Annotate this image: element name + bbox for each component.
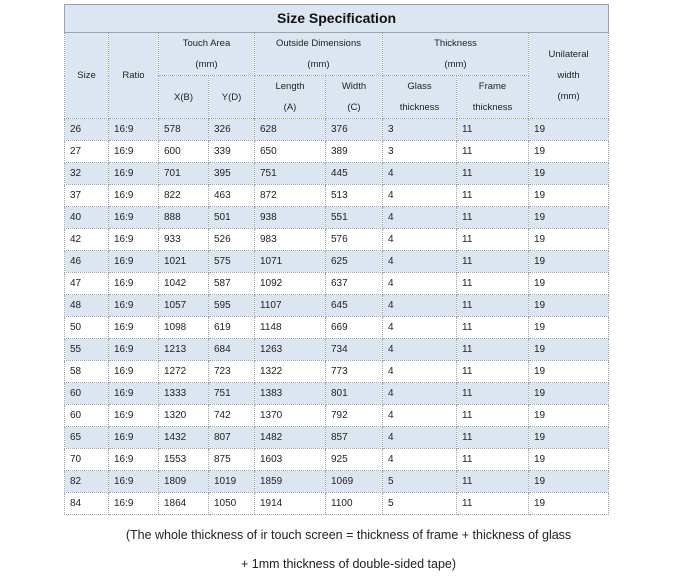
- cell-unilateral-width: 19: [529, 405, 609, 427]
- cell-frame-thickness: 11: [457, 185, 529, 207]
- cell-touch-x: 888: [159, 207, 209, 229]
- cell-glass-thickness: 4: [383, 449, 457, 471]
- footnote-line-1: (The whole thickness of ir touch screen = thickness of frame + thickness of glass: [125, 528, 572, 542]
- cell-size: 42: [65, 229, 109, 251]
- cell-unilateral-width: 19: [529, 141, 609, 163]
- table-row: [65, 471, 609, 493]
- cell-touch-x: 1213: [159, 339, 209, 361]
- cell-touch-y: 723: [209, 361, 255, 383]
- cell-touch-y: 742: [209, 405, 255, 427]
- cell-touch-y: 684: [209, 339, 255, 361]
- cell-ratio: 16:9: [109, 317, 159, 339]
- cell-size: 32: [65, 163, 109, 185]
- cell-ratio: 16:9: [109, 141, 159, 163]
- header-length-label: Length: [275, 81, 305, 92]
- header-thickness-unit: (mm): [444, 59, 467, 70]
- header-width-label: Width: [341, 81, 367, 92]
- cell-ratio: 16:9: [109, 207, 159, 229]
- cell-touch-y: 595: [209, 295, 255, 317]
- cell-length: 1107: [255, 295, 326, 317]
- cell-touch-x: 1320: [159, 405, 209, 427]
- cell-touch-x: 933: [159, 229, 209, 251]
- cell-frame-thickness: 11: [457, 163, 529, 185]
- cell-length: 1603: [255, 449, 326, 471]
- cell-frame-thickness: 11: [457, 449, 529, 471]
- cell-width: 445: [326, 163, 383, 185]
- table-row: [65, 163, 609, 185]
- cell-glass-thickness: 4: [383, 317, 457, 339]
- cell-unilateral-width: 19: [529, 295, 609, 317]
- table-row: [65, 119, 609, 141]
- cell-ratio: 16:9: [109, 339, 159, 361]
- cell-touch-y: 501: [209, 207, 255, 229]
- header-outside-dimensions-label: Outside Dimensions: [275, 38, 361, 49]
- cell-unilateral-width: 19: [529, 185, 609, 207]
- cell-touch-y: 1050: [209, 493, 255, 515]
- header-thickness-label: Thickness: [434, 38, 477, 49]
- cell-touch-y: 587: [209, 273, 255, 295]
- cell-width: 576: [326, 229, 383, 251]
- table-row: [65, 361, 609, 383]
- cell-ratio: 16:9: [109, 383, 159, 405]
- size-specification-table-wrapper: [64, 4, 608, 515]
- cell-ratio: 16:9: [109, 163, 159, 185]
- table-row: [65, 449, 609, 471]
- cell-frame-thickness: 11: [457, 361, 529, 383]
- cell-ratio: 16:9: [109, 405, 159, 427]
- header-frame-thickness: [457, 76, 529, 119]
- cell-ratio: 16:9: [109, 185, 159, 207]
- cell-size: 37: [65, 185, 109, 207]
- table-row: [65, 493, 609, 515]
- cell-length: 1859: [255, 471, 326, 493]
- cell-ratio: 16:9: [109, 295, 159, 317]
- cell-touch-x: 1272: [159, 361, 209, 383]
- cell-width: 625: [326, 251, 383, 273]
- cell-touch-y: 751: [209, 383, 255, 405]
- cell-glass-thickness: 4: [383, 339, 457, 361]
- table-row: [65, 229, 609, 251]
- header-width: [326, 76, 383, 119]
- header-touch-area: [159, 33, 255, 76]
- cell-touch-y: 326: [209, 119, 255, 141]
- cell-unilateral-width: 19: [529, 383, 609, 405]
- cell-size: 84: [65, 493, 109, 515]
- cell-length: 751: [255, 163, 326, 185]
- cell-length: 1092: [255, 273, 326, 295]
- cell-unilateral-width: 19: [529, 251, 609, 273]
- cell-ratio: 16:9: [109, 119, 159, 141]
- cell-size: 82: [65, 471, 109, 493]
- cell-unilateral-width: 19: [529, 163, 609, 185]
- cell-width: 645: [326, 295, 383, 317]
- cell-touch-y: 526: [209, 229, 255, 251]
- cell-frame-thickness: 11: [457, 493, 529, 515]
- cell-size: 46: [65, 251, 109, 273]
- cell-length: 938: [255, 207, 326, 229]
- header-unilateral-sub: width: [557, 70, 580, 81]
- cell-unilateral-width: 19: [529, 119, 609, 141]
- header-x-b: X(B): [159, 76, 209, 119]
- cell-glass-thickness: 4: [383, 229, 457, 251]
- header-unilateral-label: Unilateral: [548, 49, 589, 60]
- cell-ratio: 16:9: [109, 427, 159, 449]
- header-y-d: Y(D): [209, 76, 255, 119]
- table-title: Size Specification: [65, 5, 609, 33]
- cell-glass-thickness: 5: [383, 471, 457, 493]
- cell-touch-x: 1057: [159, 295, 209, 317]
- cell-touch-x: 1553: [159, 449, 209, 471]
- cell-length: 1482: [255, 427, 326, 449]
- cell-length: 650: [255, 141, 326, 163]
- cell-size: 47: [65, 273, 109, 295]
- header-frame-sub: thickness: [472, 102, 513, 113]
- table-row: [65, 405, 609, 427]
- cell-size: 65: [65, 427, 109, 449]
- cell-touch-x: 1098: [159, 317, 209, 339]
- cell-size: 58: [65, 361, 109, 383]
- cell-ratio: 16:9: [109, 493, 159, 515]
- cell-touch-y: 395: [209, 163, 255, 185]
- cell-unilateral-width: 19: [529, 207, 609, 229]
- cell-unilateral-width: 19: [529, 273, 609, 295]
- table-row: [65, 427, 609, 449]
- header-outside-dimensions-unit: (mm): [307, 59, 330, 70]
- cell-size: 50: [65, 317, 109, 339]
- cell-frame-thickness: 11: [457, 229, 529, 251]
- cell-unilateral-width: 19: [529, 427, 609, 449]
- cell-length: 628: [255, 119, 326, 141]
- cell-unilateral-width: 19: [529, 317, 609, 339]
- cell-frame-thickness: 11: [457, 339, 529, 361]
- cell-size: 48: [65, 295, 109, 317]
- cell-frame-thickness: 11: [457, 119, 529, 141]
- cell-length: 983: [255, 229, 326, 251]
- cell-glass-thickness: 4: [383, 251, 457, 273]
- cell-width: 637: [326, 273, 383, 295]
- header-thickness: [383, 33, 529, 76]
- cell-glass-thickness: 4: [383, 383, 457, 405]
- header-width-sub: (C): [347, 102, 361, 113]
- cell-length: 872: [255, 185, 326, 207]
- cell-touch-x: 600: [159, 141, 209, 163]
- cell-touch-x: 1809: [159, 471, 209, 493]
- cell-unilateral-width: 19: [529, 361, 609, 383]
- cell-touch-x: 1333: [159, 383, 209, 405]
- cell-width: 925: [326, 449, 383, 471]
- cell-touch-x: 578: [159, 119, 209, 141]
- cell-width: 1100: [326, 493, 383, 515]
- cell-width: 389: [326, 141, 383, 163]
- header-length-sub: (A): [283, 102, 297, 113]
- cell-glass-thickness: 4: [383, 185, 457, 207]
- cell-ratio: 16:9: [109, 361, 159, 383]
- cell-frame-thickness: 11: [457, 295, 529, 317]
- header-touch-area-label: Touch Area: [182, 38, 231, 49]
- header-size: Size: [65, 33, 109, 119]
- cell-ratio: 16:9: [109, 251, 159, 273]
- cell-frame-thickness: 11: [457, 317, 529, 339]
- table-row: [65, 185, 609, 207]
- cell-unilateral-width: 19: [529, 493, 609, 515]
- cell-touch-x: 1864: [159, 493, 209, 515]
- cell-width: 513: [326, 185, 383, 207]
- cell-touch-y: 575: [209, 251, 255, 273]
- cell-glass-thickness: 4: [383, 361, 457, 383]
- cell-ratio: 16:9: [109, 273, 159, 295]
- cell-ratio: 16:9: [109, 229, 159, 251]
- cell-width: 801: [326, 383, 383, 405]
- cell-frame-thickness: 11: [457, 207, 529, 229]
- table-row: [65, 339, 609, 361]
- header-unilateral-unit: (mm): [557, 91, 580, 102]
- cell-size: 40: [65, 207, 109, 229]
- footnote-line-2: + 1mm thickness of double-sided tape): [240, 557, 457, 571]
- cell-touch-x: 1432: [159, 427, 209, 449]
- cell-touch-y: 339: [209, 141, 255, 163]
- cell-width: 1069: [326, 471, 383, 493]
- table-row: [65, 207, 609, 229]
- cell-size: 26: [65, 119, 109, 141]
- table-body: [65, 119, 609, 515]
- size-specification-table: [64, 4, 609, 515]
- header-unilateral-width: [529, 33, 609, 119]
- cell-width: 551: [326, 207, 383, 229]
- header-frame-label: Frame: [478, 81, 507, 92]
- cell-frame-thickness: 11: [457, 427, 529, 449]
- cell-size: 60: [65, 405, 109, 427]
- cell-width: 734: [326, 339, 383, 361]
- cell-size: 27: [65, 141, 109, 163]
- cell-touch-x: 1042: [159, 273, 209, 295]
- cell-ratio: 16:9: [109, 471, 159, 493]
- cell-ratio: 16:9: [109, 449, 159, 471]
- cell-length: 1370: [255, 405, 326, 427]
- cell-length: 1914: [255, 493, 326, 515]
- cell-touch-x: 1021: [159, 251, 209, 273]
- cell-touch-y: 619: [209, 317, 255, 339]
- cell-width: 857: [326, 427, 383, 449]
- cell-width: 773: [326, 361, 383, 383]
- header-length: [255, 76, 326, 119]
- cell-glass-thickness: 3: [383, 141, 457, 163]
- cell-size: 60: [65, 383, 109, 405]
- cell-length: 1322: [255, 361, 326, 383]
- cell-glass-thickness: 4: [383, 405, 457, 427]
- cell-length: 1383: [255, 383, 326, 405]
- table-row: [65, 295, 609, 317]
- cell-unilateral-width: 19: [529, 471, 609, 493]
- cell-unilateral-width: 19: [529, 449, 609, 471]
- cell-glass-thickness: 4: [383, 295, 457, 317]
- cell-touch-x: 701: [159, 163, 209, 185]
- cell-frame-thickness: 11: [457, 251, 529, 273]
- cell-width: 376: [326, 119, 383, 141]
- cell-glass-thickness: 5: [383, 493, 457, 515]
- header-touch-area-unit: (mm): [195, 59, 218, 70]
- cell-touch-y: 875: [209, 449, 255, 471]
- table-row: [65, 273, 609, 295]
- cell-frame-thickness: 11: [457, 471, 529, 493]
- cell-frame-thickness: 11: [457, 405, 529, 427]
- header-outside-dimensions: [255, 33, 383, 76]
- cell-unilateral-width: 19: [529, 339, 609, 361]
- cell-frame-thickness: 11: [457, 273, 529, 295]
- header-ratio: Ratio: [109, 33, 159, 119]
- cell-width: 792: [326, 405, 383, 427]
- cell-glass-thickness: 4: [383, 273, 457, 295]
- cell-glass-thickness: 4: [383, 427, 457, 449]
- cell-frame-thickness: 11: [457, 141, 529, 163]
- cell-glass-thickness: 3: [383, 119, 457, 141]
- cell-unilateral-width: 19: [529, 229, 609, 251]
- cell-glass-thickness: 4: [383, 207, 457, 229]
- cell-touch-x: 822: [159, 185, 209, 207]
- cell-size: 55: [65, 339, 109, 361]
- header-glass-sub: thickness: [399, 102, 440, 113]
- cell-touch-y: 807: [209, 427, 255, 449]
- cell-width: 669: [326, 317, 383, 339]
- cell-glass-thickness: 4: [383, 163, 457, 185]
- table-row: [65, 383, 609, 405]
- header-glass-label: Glass: [407, 81, 432, 92]
- cell-touch-y: 463: [209, 185, 255, 207]
- cell-length: 1263: [255, 339, 326, 361]
- cell-size: 70: [65, 449, 109, 471]
- table-row: [65, 251, 609, 273]
- header-glass-thickness: [383, 76, 457, 119]
- cell-length: 1071: [255, 251, 326, 273]
- cell-length: 1148: [255, 317, 326, 339]
- cell-touch-y: 1019: [209, 471, 255, 493]
- table-row: [65, 317, 609, 339]
- table-row: [65, 141, 609, 163]
- cell-frame-thickness: 11: [457, 383, 529, 405]
